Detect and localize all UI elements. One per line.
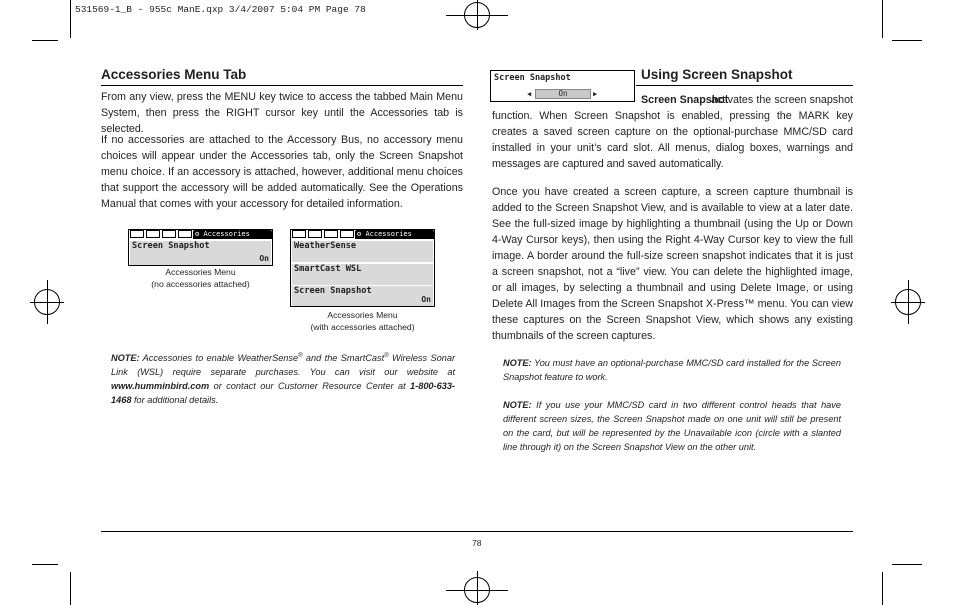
menu-item-weathersense [292,241,433,262]
tab-icon [308,230,322,238]
tab-accessories: ⚙ Accessories [193,230,272,239]
tab-icon [340,230,354,238]
phone-number: 1-800-633-1468 [111,381,455,406]
tab-label: Accessories [365,230,412,238]
tab-icon [146,230,160,238]
crop-mark [70,572,71,605]
footer-rule [101,531,853,532]
menu-item-label: WeatherSense [294,241,357,251]
crop-mark [882,0,883,38]
print-slug: 531569-1_B - 955c ManE.qxp 3/4/2007 5:04 PM Page 78 [75,4,366,15]
crop-mark [32,564,58,565]
caption-line: (with accessories attached) [310,322,415,332]
note-accessories [111,349,455,407]
note-screen-sizes [503,398,841,454]
tab-accessories: ⚙ Accessories [355,230,434,239]
note-text: or contact our Customer Resource Center at [209,381,411,392]
figure-caption [290,309,435,333]
lead-term: Screen Snapshot [641,94,729,106]
title-rule [101,85,463,86]
note-text: If you use your MMC/SD card in two different control heads that have different screen sizes, the Screen Snapshot made on one unit will still be present on the card, but will be represented by the Unavailable icon (circle with a slanted line through it) on the Screen Snapshot View on the other unit. [503,400,841,452]
paragraph: From any view, press the MENU key twice to access the tabbed Main Menu System, then press the RIGHT cursor key until the Accessories tab is selected. [101,91,463,135]
section-title-screen-snapshot: Using Screen Snapshot [641,67,793,82]
arrow-right-icon: ▶ [593,90,598,98]
crop-mark [892,564,922,565]
menu-item-value: On [259,254,269,263]
crop-mark [32,40,58,41]
menu-item-screen-snapshot [292,286,433,306]
accessories-menu-screenshot-no-accessories [128,229,273,266]
note-text: Accessories to enable WeatherSense [139,353,299,364]
menu-item-smartcast [292,264,433,285]
arrow-left-icon: ◀ [527,90,532,98]
caption-line: Accessories Menu [165,267,236,277]
paragraph: If no accessories are attached to the Accessory Bus, no accessory menu choices will appear under the Accessories tab, only the Screen Snapshot menu choice. If an accessory is attached, however, additional menu choices that support the accessory will be added automatically. See the Operations Manual that comes with your accessory for detailed information. [101,134,463,210]
note-mmc-card [503,356,841,384]
caption-line: (no accessories attached) [151,279,250,289]
registered-mark: ® [384,353,389,359]
tab-icon [292,230,306,238]
menu-box-value-text: On [558,89,568,98]
note-text: Wireless Sonar Link (WSL) require separate purchases. You can visit our website at [111,353,456,378]
menu-tab-bar [129,230,272,240]
registered-mark: ® [298,353,303,359]
title-rule [636,85,853,86]
note-label: NOTE: [503,400,532,410]
crop-mark [882,572,883,605]
note-text: You must have an optional-purchase MMC/SD card installed for the Screen Snapshot feature to work. [503,358,841,382]
menu-item-label: SmartCast WSL [294,264,362,274]
tab-icon [162,230,176,238]
paragraph [492,92,853,172]
paragraph: Once you have created a screen capture, a screen capture thumbnail is added to the Screen Snapshot View, and is available to view at a later date. See the full-sized image by highlighting a thumbnail (using the Up or Down 4-Way Cursor keys), then using the Right 4-Way Cursor key to view the full image. A border around the full-size screen snapshot indicates that it is just a screen snapshot, not a “live” view. You can delete the highlighted image, or all images, by selecting a thumbnail and using Delete Image, or using Delete All Images from the Screen Snapshot X-Press™ menu. You can view these captures on the Screen Snapshot View, which shows any existing thumbnails of the screen captures. [492,186,853,342]
website-link[interactable]: www.humminbird.com [111,381,210,392]
caption-line: Accessories Menu [327,310,398,320]
note-label: NOTE: [111,353,140,364]
tab-icon [130,230,144,238]
menu-tab-bar [291,230,434,240]
menu-item-value: On [421,295,431,304]
menu-item-label: Screen Snapshot [132,241,210,251]
note-text: and the SmartCast [302,353,385,364]
tab-label: Accessories [203,230,250,238]
menu-item-label: Screen Snapshot [294,286,372,296]
figure-caption [128,266,273,290]
note-label: NOTE: [503,358,532,368]
paragraph-text: activates the screen snapshot function. When Screen Snapshot is enabled, pressing the MARK key creates a saved screen capture on the optional-purchase MMC/SD card installed in your unit’s card slot. All menus, dialog boxes, warnings and messages are captured and saved automatically. [492,94,853,170]
accessories-menu-screenshot-with-accessories [290,229,435,307]
menu-item-screen-snapshot [130,241,271,265]
menu-box-label: Screen Snapshot [494,73,571,83]
crop-mark [892,40,922,41]
note-text: for additional details. [131,395,219,406]
page-number: 78 [472,538,482,548]
crop-mark [70,0,71,38]
tab-icon [178,230,192,238]
tab-icon [324,230,338,238]
section-title-accessories: Accessories Menu Tab [101,67,247,82]
